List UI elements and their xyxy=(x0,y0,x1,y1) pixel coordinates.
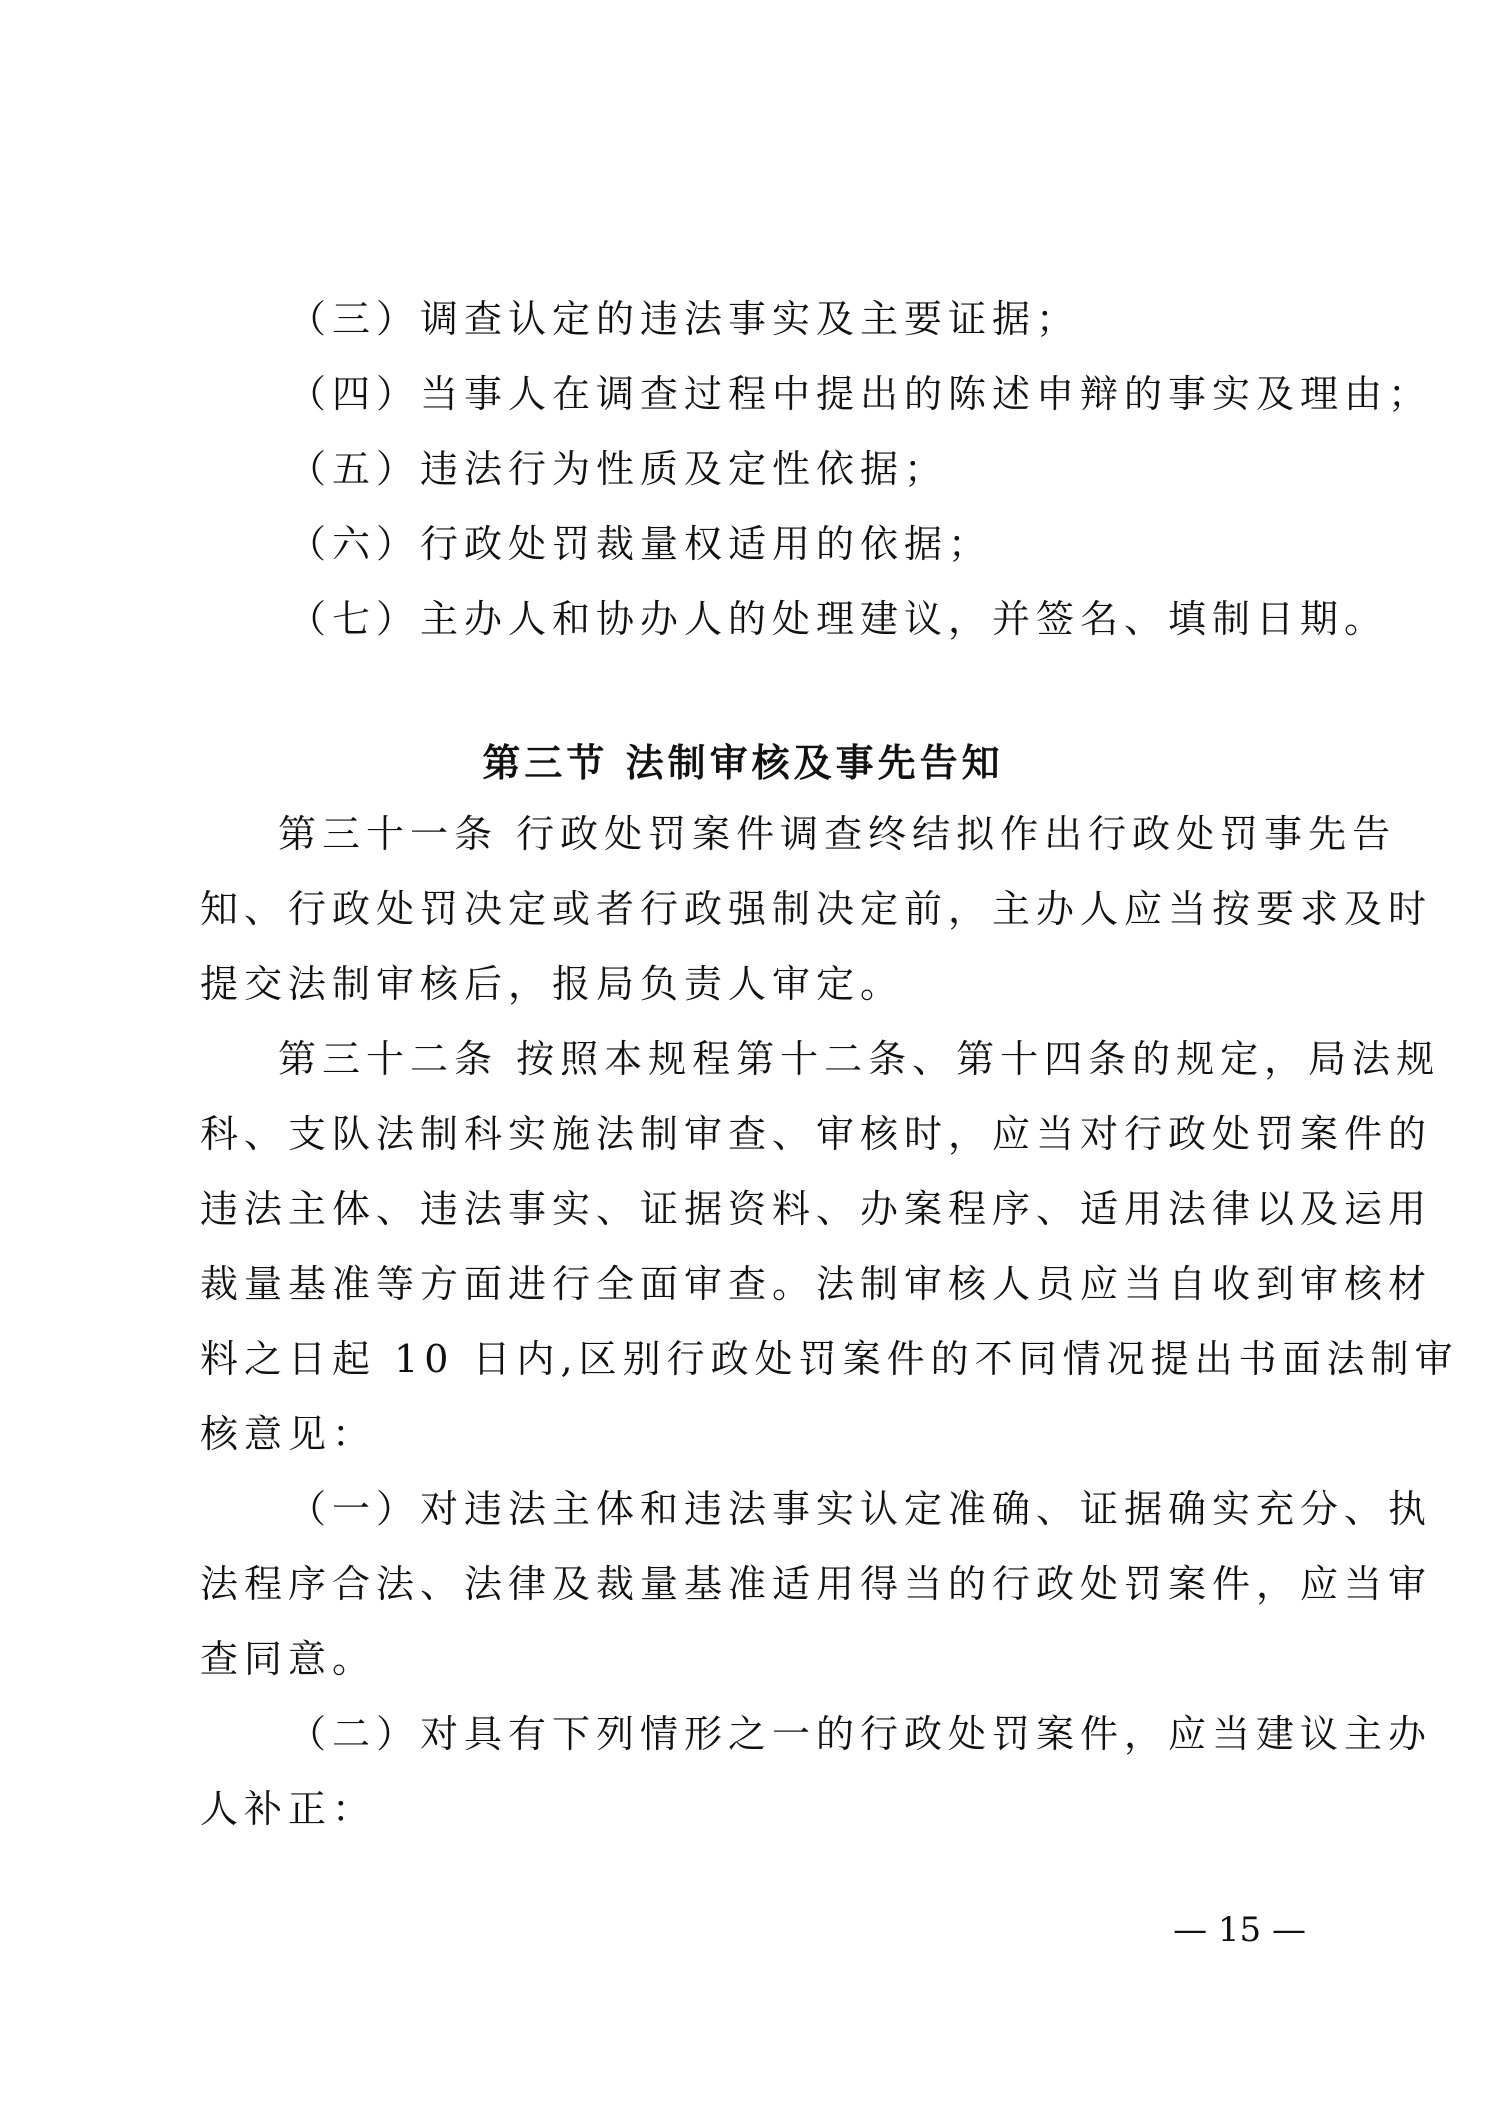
clause-2-line: （二）对具有下列情形之一的行政处罚案件，应当建议主办 xyxy=(288,1712,1433,1756)
article-32-line: 第三十二条 按照本规程第十二条、第十四条的规定，局法规 xyxy=(278,1037,1441,1081)
page-number: — 15 — xyxy=(1173,1910,1306,1950)
list-item: （七）主办人和协办人的处理建议，并签名、填制日期。 xyxy=(288,597,1389,641)
list-item: （六）行政处罚裁量权适用的依据； xyxy=(288,522,993,566)
clause-1-line: 查同意。 xyxy=(200,1637,377,1681)
article-32-line: 裁量基准等方面进行全面审查。法制审核人员应当自收到审核材 xyxy=(200,1262,1433,1306)
clause-1-line: （一）对违法主体和违法事实认定准确、证据确实充分、执 xyxy=(288,1487,1433,1531)
section-heading: 第三节 法制审核及事先告知 xyxy=(482,741,1004,785)
article-32-line: 科、支队法制科实施法制审查、审核时，应当对行政处罚案件的 xyxy=(200,1112,1433,1156)
list-item: （五）违法行为性质及定性依据； xyxy=(288,447,949,491)
clause-1-line: 法程序合法、法律及裁量基准适用得当的行政处罚案件，应当审 xyxy=(200,1562,1433,1606)
list-item: （三）调查认定的违法事实及主要证据； xyxy=(288,297,1081,341)
list-items-block xyxy=(200,282,1433,657)
article-32-line: 违法主体、违法事实、证据资料、办案程序、适用法律以及运用 xyxy=(200,1187,1433,1231)
body-text-block xyxy=(200,797,1459,1847)
article-32-line: 核意见： xyxy=(200,1412,377,1456)
article-31-line: 知、行政处罚决定或者行政强制决定前，主办人应当按要求及时 xyxy=(200,887,1433,931)
article-32-line: 料之日起 10 日内,区别行政处罚案件的不同情况提出书面法制审 xyxy=(200,1337,1459,1381)
article-31-line: 第三十一条 行政处罚案件调查终结拟作出行政处罚事先告 xyxy=(278,812,1397,856)
article-31-line: 提交法制审核后，报局负责人审定。 xyxy=(200,962,905,1006)
clause-2-line: 人补正： xyxy=(200,1787,377,1831)
list-item: （四）当事人在调查过程中提出的陈述申辩的事实及理由； xyxy=(288,372,1433,416)
